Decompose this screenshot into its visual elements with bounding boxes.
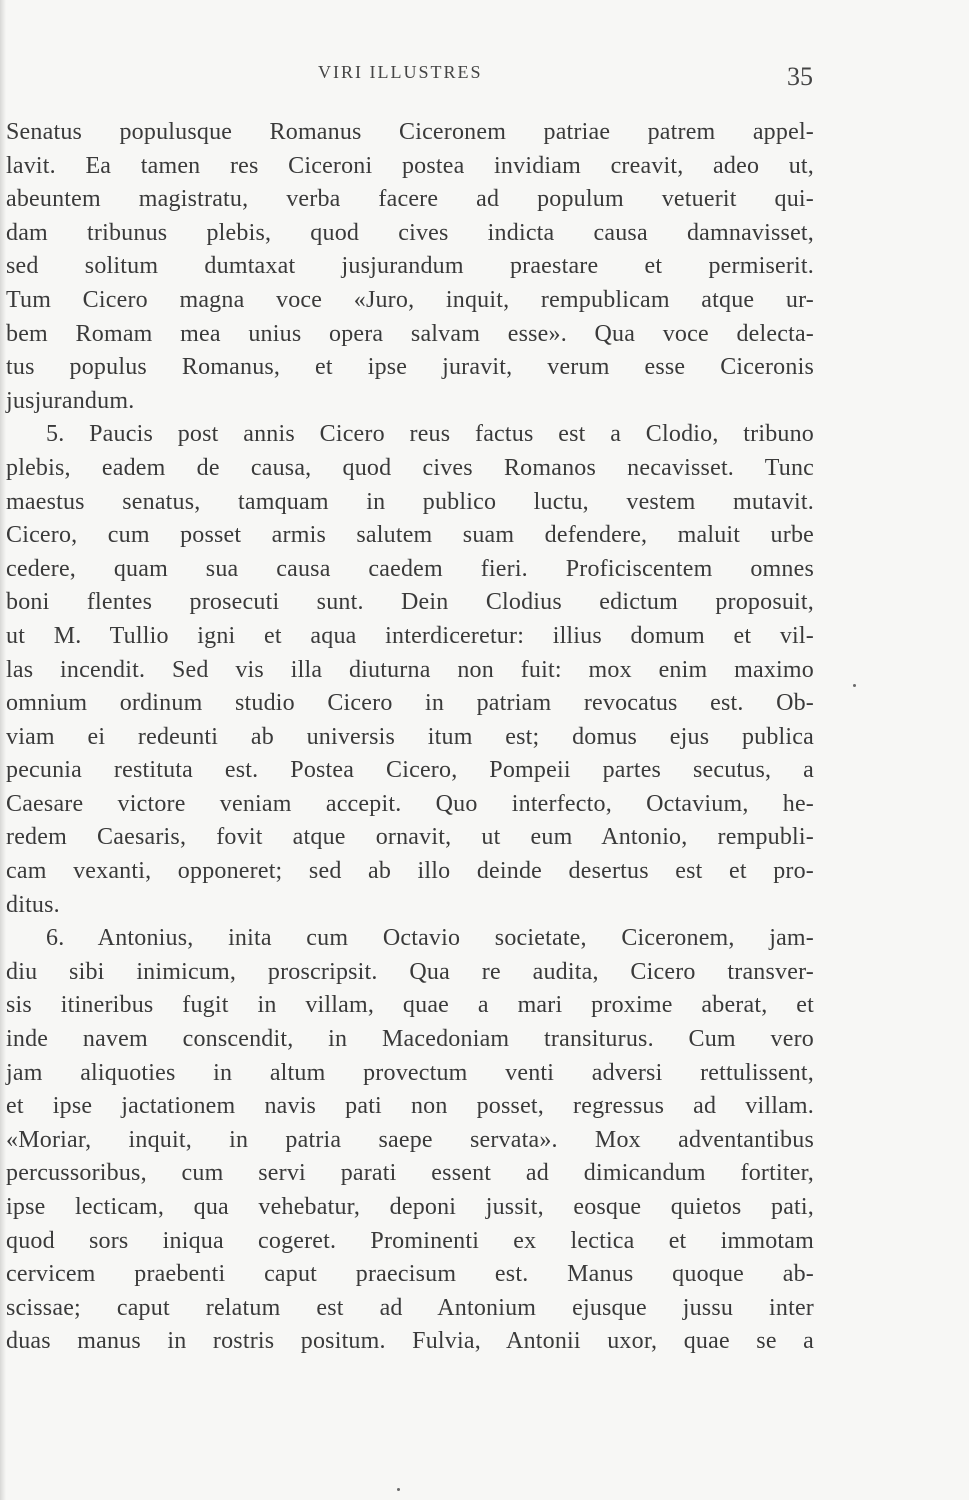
paragraph-start-6: 6. Antonius, inita cum Octavio societate, Ciceronem, jam-: [46, 925, 814, 952]
text-line: quod sors iniqua cogeret. Prominenti ex lectica et immotam: [6, 1227, 814, 1254]
text-line: cam vexanti, opponeret; sed ab illo deinde desertus est et pro-: [6, 858, 814, 885]
text-line: pecunia restituta est. Postea Cicero, Pompeii partes secutus, a: [6, 757, 814, 784]
text-line: cervicem praebenti caput praecisum est. Manus quoque ab-: [6, 1261, 814, 1288]
text-line: sed solitum dumtaxat jusjurandum praestare et permiserit.: [6, 253, 814, 280]
text-line: las incendit. Sed vis illa diuturna non fuit: mox enim maximo: [6, 656, 814, 683]
text-line: duas manus in rostris positum. Fulvia, Antonii uxor, quae se a: [6, 1328, 814, 1355]
text-line: et ipse jactationem navis pati non posset, regressus ad villam.: [6, 1093, 814, 1120]
body-text: [6, 116, 814, 1359]
text-line: jam aliquoties in altum provectum venti adversi rettulissent,: [6, 1059, 814, 1086]
text-line: omnium ordinum studio Cicero in patriam revocatus est. Ob-: [6, 690, 814, 717]
print-speck: [853, 684, 856, 687]
print-speck: [397, 1488, 400, 1491]
text-line: «Moriar, inquit, in patria saepe servata». Mox adventantibus: [6, 1126, 814, 1153]
text-line: redem Caesaris, fovit atque ornavit, ut eum Antonio, rempubli-: [6, 824, 814, 851]
text-line: plebis, eadem de causa, quod cives Romanos necavisset. Tunc: [6, 454, 814, 481]
text-line: scissae; caput relatum est ad Antonium ejusque jussu inter: [6, 1294, 814, 1321]
text-line: Caesare victore veniam accepit. Quo interfecto, Octavium, he-: [6, 790, 814, 817]
text-line: inde navem conscendit, in Macedoniam transiturus. Cum vero: [6, 1026, 814, 1053]
text-line: ut M. Tullio igni et aqua interdiceretur: illius domum et vil-: [6, 622, 814, 649]
text-line: jusjurandum.: [6, 387, 135, 414]
text-line: cedere, quam sua causa caedem fieri. Proficiscentem omnes: [6, 555, 814, 582]
text-line: boni flentes prosecuti sunt. Dein Clodius edictum proposuit,: [6, 589, 814, 616]
text-line: Tum Cicero magna voce «Juro, inquit, rempublicam atque ur-: [6, 286, 814, 313]
text-line: ipse lecticam, qua vehebatur, deponi jussit, eosque quietos pati,: [6, 1194, 814, 1220]
text-line: dam tribunus plebis, quod cives indicta causa damnavisset,: [6, 219, 814, 246]
text-line: ditus.: [6, 891, 60, 918]
text-line: viam ei redeunti ab universis itum est; domus ejus publica: [6, 723, 814, 750]
page-number: 35: [787, 62, 813, 91]
text-line: lavit. Ea tamen res Ciceroni postea invidiam creavit, adeo ut,: [6, 152, 814, 179]
paragraph-start-5: 5. Paucis post annis Cicero reus factus est a Clodio, tribuno: [46, 421, 814, 448]
text-line: maestus senatus, tamquam in publico luctu, vestem mutavit.: [6, 488, 814, 515]
text-line: sis itineribus fugit in villam, quae a mari proxime aberat, et: [6, 992, 814, 1019]
text-line: abeuntem magistratu, verba facere ad populum vetuerit qui-: [6, 186, 814, 213]
text-line: Senatus populusque Romanus Ciceronem patriae patrem appel-: [6, 119, 814, 145]
running-title: VIRI ILLUSTRES: [318, 62, 483, 82]
text-line: tus populus Romanus, et ipse juravit, verum esse Ciceronis: [6, 354, 814, 381]
running-head: [0, 58, 969, 92]
text-line: Cicero, cum posset armis salutem suam defendere, maluit urbe: [6, 522, 814, 549]
text-line: bem Romam mea unius opera salvam esse». Qua voce delecta-: [6, 320, 814, 347]
text-line: diu sibi inimicum, proscripsit. Qua re audita, Cicero transver-: [6, 958, 814, 985]
text-line: percussoribus, cum servi parati essent ad dimicandum fortiter,: [6, 1160, 814, 1187]
